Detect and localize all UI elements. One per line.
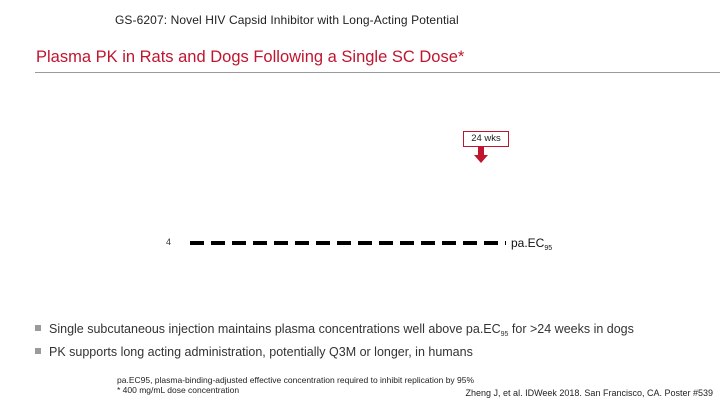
threshold-label: $pa.EC_{95}$ [511,236,553,252]
square-bullet-icon [35,325,41,331]
y-axis-tick-label: 4 [166,237,172,247]
slide-heading: Plasma PK in Rats and Dogs Following a Single SC Dose* [36,48,465,66]
citation: Zheng J, et al. IDWeek 2018. San Francisco, CA. Poster #539 [465,388,713,398]
bullet-item: PK supports long acting administration, potentially Q3M or longer, in humans [35,345,473,359]
presentation-title: GS-6207: Novel HIV Capsid Inhibitor with Long-Acting Potential [115,13,459,27]
week-callout: 24 wks [463,131,509,147]
square-bullet-icon [35,348,41,354]
down-arrow-icon [474,147,488,163]
heading-divider [35,72,720,73]
footnote-dose: * 400 mg/mL dose concentration [117,385,240,395]
footnote-definition: pa.EC95, plasma-binding-adjusted effective concentration required to inhibit replication by 95% [117,375,475,385]
bullet-item: Single subcutaneous injection maintains plasma concentrations well above $pa.EC_{95}$ for >24 weeks in dogs [35,322,634,338]
threshold-dashed-line [190,239,506,247]
